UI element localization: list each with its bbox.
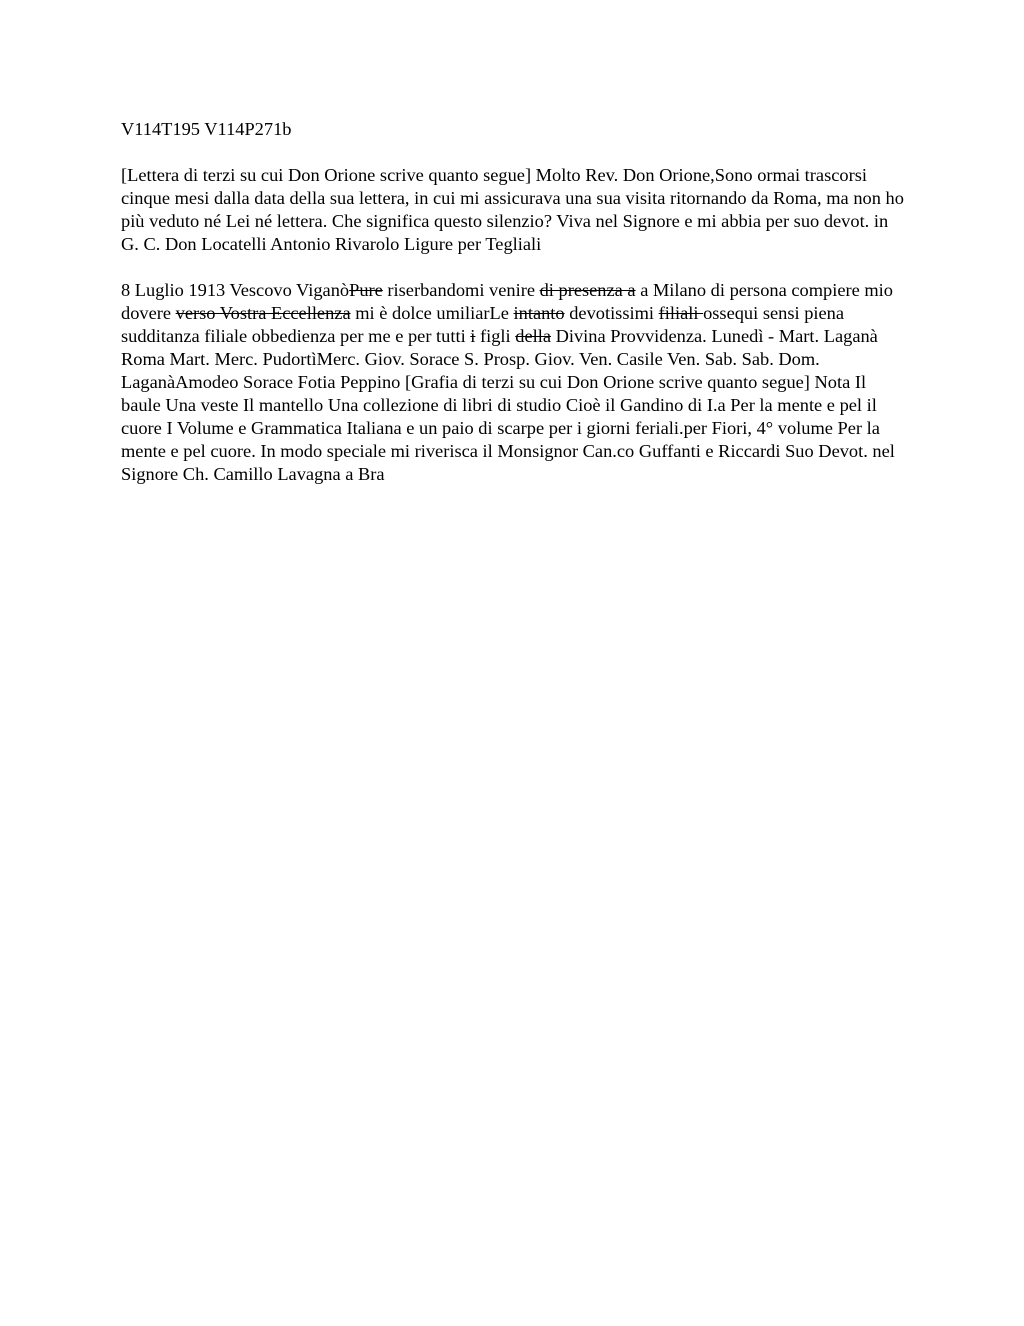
deleted-text-segment: filiali xyxy=(658,303,704,323)
deleted-text-segment: verso Vostra Eccellenza xyxy=(175,303,351,323)
deleted-text-segment: i xyxy=(470,326,476,346)
text-segment: figli xyxy=(475,326,516,346)
deleted-text-segment: della xyxy=(515,326,551,346)
text-segment: mi è dolce umiliarLe xyxy=(350,303,514,323)
text-segment: riserbandomi venire xyxy=(382,280,540,300)
deleted-text-segment: intanto xyxy=(513,303,565,323)
letter-paragraph: [Lettera di terzi su cui Don Orione scrive quanto segue] Molto Rev. Don Orione,Sono ormai trascorsi cinque mesi dalla data della sua lettera, in cui mi assicurava una sua visita ritornando da Roma, ma non ho più veduto né Lei né lettera. Che significa questo silenzio? Viva nel Signore e mi abbia per suo devot. in G. C. Don Locatelli Antonio Rivarolo Ligure per Tegliali xyxy=(121,165,904,254)
text-segment: a Milano di persona compiere mio dovere xyxy=(121,280,893,323)
text-segment: devotissimi xyxy=(564,303,659,323)
deleted-text-segment: di presenza a xyxy=(539,280,636,300)
telegram-paragraph xyxy=(121,279,906,486)
text-segment: Divina Provvidenza. Lunedì - Mart. Laganà Roma Mart. Merc. PudortìMerc. Giov. Sorace S. Prosp. Giov. Ven. Casile Ven. Sab. Sab. Dom. LaganàAmodeo Sorace Fotia Peppino [Grafia di terzi su cui Don Orione scrive quanto segue] Nota Il baule Una veste Il mantello Una collezione di libri di studio Cioè il Gandino di I.a Per la mente e pel il cuore I Volume e Grammatica Italiana e un paio di scarpe per i giorni feriali.per Fiori, 4° volume Per la mente e pel cuore. In modo speciale mi riverisca il Monsignor Can.co Guffanti e Riccardi Suo Devot. nel Signore Ch. Camillo Lavagna a Bra xyxy=(121,326,895,484)
text-segment: 8 Luglio 1913 Vescovo Viganò xyxy=(121,280,350,300)
document-id-line: V114T195 V114P271b xyxy=(121,119,292,139)
deleted-text-segment: Pure xyxy=(349,280,383,300)
document-page xyxy=(121,118,906,509)
text-segment: ossequi sensi piena sudditanza filiale obbedienza per me e per tutti xyxy=(121,303,845,346)
